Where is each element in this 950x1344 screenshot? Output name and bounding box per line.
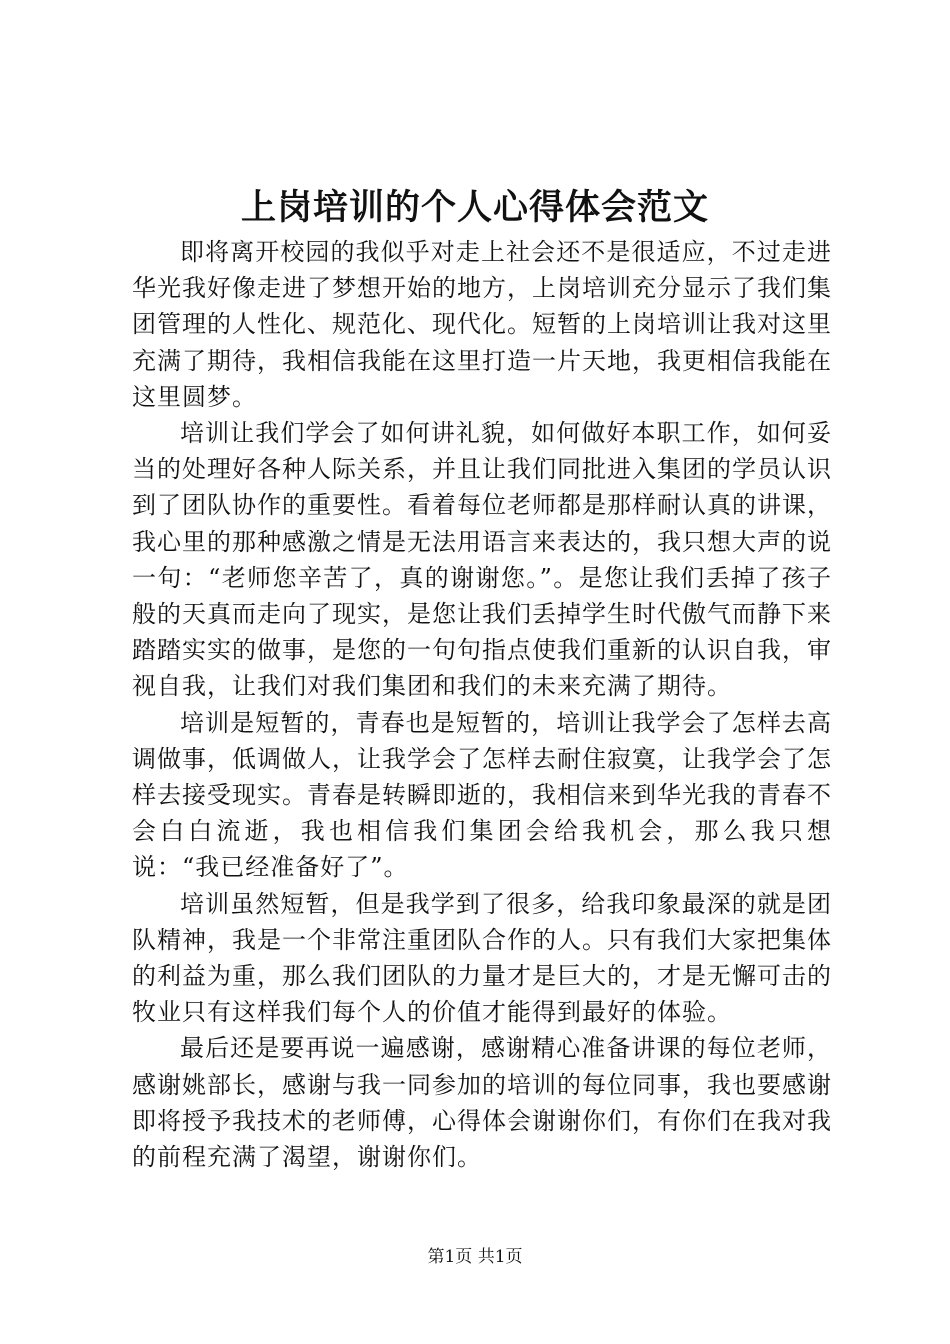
paragraph-4: 培训虽然短暂，但是我学到了很多，给我印象最深的就是团队精神，我是一个非常注重团队合作的人。只有我们大家把集体的利益为重，那么我们团队的力量才是巨大的，才是无懈可击的牧业只有这样我们每个人的价值才能得到最好的体验。	[132, 889, 832, 1027]
page-number-footer: 第1页 共1页	[427, 1247, 523, 1267]
paragraph-3: 培训是短暂的，青春也是短暂的，培训让我学会了怎样去高调做事，低调做人，让我学会了怎样去耐住寂寞，让我学会了怎样去接受现实。青春是转瞬即逝的，我相信来到华光我的青春不会白白流逝，我也相信我们集团会给我机会，那么我只想说：“我已经准备好了”。	[132, 708, 832, 882]
paragraph-2: 培训让我们学会了如何讲礼貌，如何做好本职工作，如何妥当的处理好各种人际关系，并且让我们同批进入集团的学员认识到了团队协作的重要性。看着每位老师都是那样耐认真的讲课，我心里的那种感激之情是无法用语言来表达的，我只想大声的说一句：“老师您辛苦了，真的谢谢您。”。是您让我们丢掉了孩子般的天真而走向了现实，是您让我们丢掉学生时代傲气而静下来踏踏实实的做事，是您的一句句指点使我们重新的认识自我，审视自我，让我们对我们集团和我们的未来充满了期待。	[132, 419, 832, 701]
paragraph-1: 即将离开校园的我似乎对走上社会还不是很适应，不过走进华光我好像走进了梦想开始的地方，上岗培训充分显示了我们集团管理的人性化、规范化、现代化。短暂的上岗培训让我对这里充满了期待，我相信我能在这里打造一片天地，我更相信我能在这里圆梦。	[132, 238, 832, 411]
document-body	[132, 234, 832, 1175]
paragraph-5: 最后还是要再说一遍感谢，感谢精心准备讲课的每位老师，感谢姚部长，感谢与我一同参加的培训的每位同事，我也要感谢即将授予我技术的老师傅，心得体会谢谢你们，有你们在我对我的前程充满了渴望，谢谢你们。	[132, 1034, 832, 1172]
document-title: 上岗培训的个人心得体会范文	[240, 187, 709, 228]
